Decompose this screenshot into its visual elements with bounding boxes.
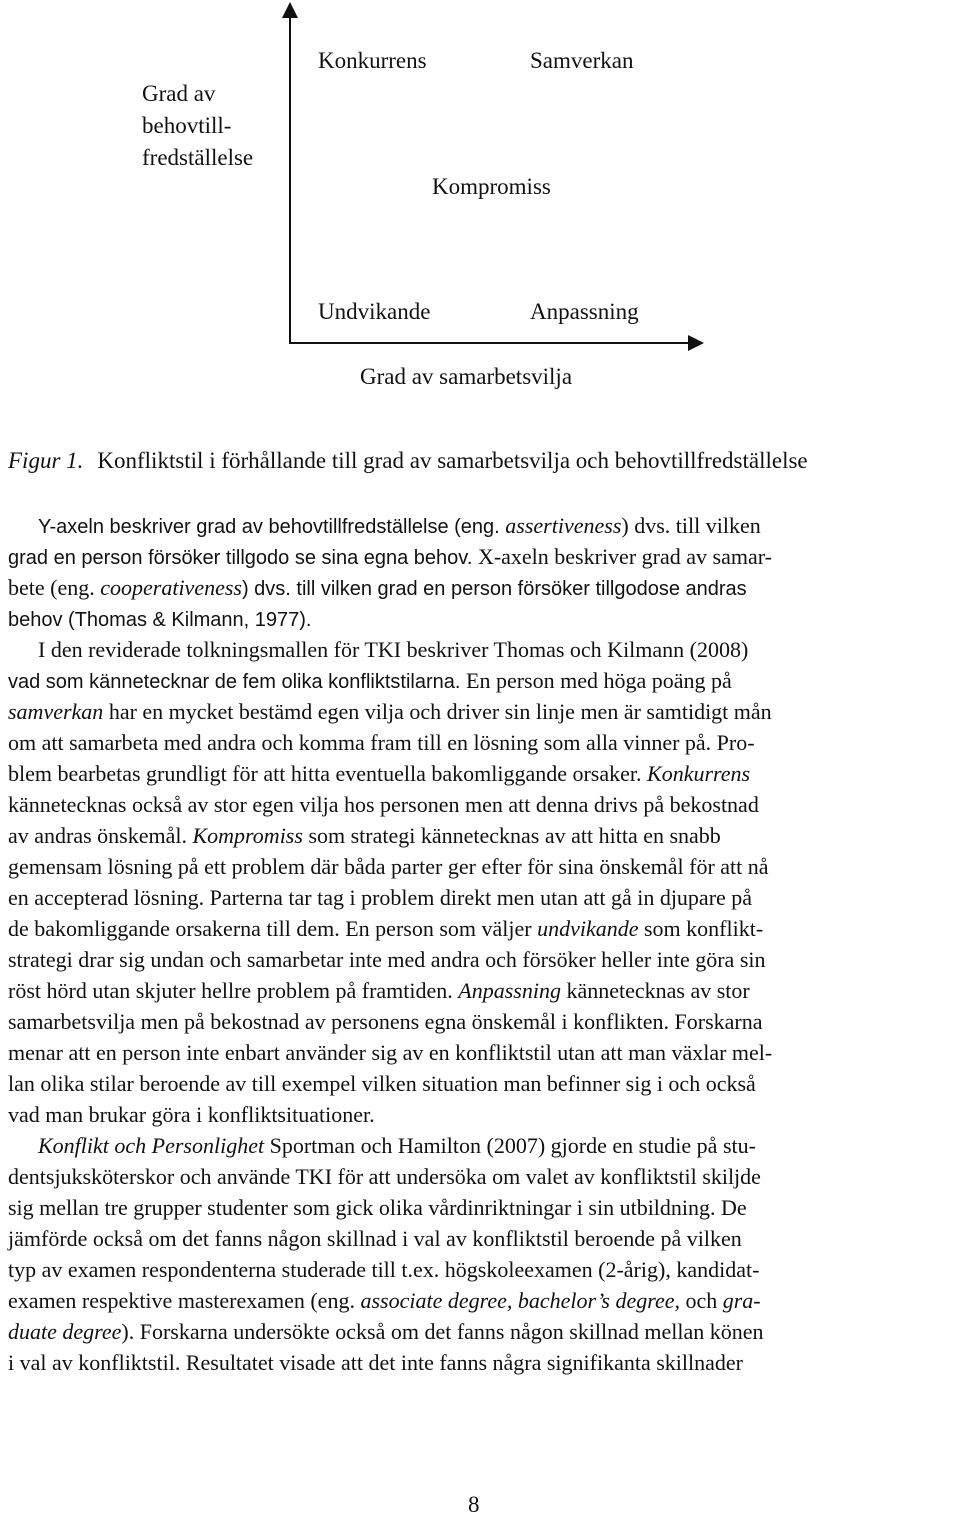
text-line: Y-axeln beskriver grad av behovtillfredställelse (eng. assertiveness) dvs. till vilken xyxy=(38,513,761,538)
text-line: typ av examen respondenterna studerade till t.ex. högskoleexamen (2-årig), kandidat- xyxy=(8,1257,760,1282)
text-line: menar att en person inte enbart använder sig av en konfliktstil utan att man växlar mel- xyxy=(8,1040,773,1065)
text-line: vad som kännetecknar de fem olika konfliktstilarna. En person med höga poäng på xyxy=(8,668,732,693)
text-line: behov (Thomas & Kilmann, 1977). xyxy=(8,609,312,631)
y-axis-label xyxy=(142,78,253,174)
text-line: bete (eng. cooperativeness) dvs. till vilken grad en person försöker tillgodose andras xyxy=(8,575,747,600)
text-line: grad en person försöker tillgodo se sina egna behov. X-axeln beskriver grad av samar- xyxy=(8,544,772,569)
text-line: dentsjuksköterskor och använde TKI för att undersöka om valet av konfliktstil skiljde xyxy=(8,1164,761,1189)
text-line: examen respektive masterexamen (eng. associate degree, bachelor’s degree, och gra- xyxy=(8,1288,761,1313)
text-line: samverkan har en mycket bestämd egen vilja och driver sin linje men är samtidigt mån xyxy=(8,699,772,724)
y-axis-label-line: Grad av xyxy=(142,81,216,106)
y-axis-arrowhead xyxy=(282,2,298,18)
text-line: röst hörd utan skjuter hellre problem på framtiden. Anpassning kännetecknas av stor xyxy=(8,978,750,1003)
text-line: vad man brukar göra i konfliktsituationer. xyxy=(8,1102,375,1127)
figure-label: Figur 1. xyxy=(8,448,84,473)
text-line: om att samarbeta med andra och komma fram till en lösning som alla vinner på. Pro- xyxy=(8,730,755,755)
text-line: i val av konfliktstil. Resultatet visade att det inte fanns några signifikanta skillnader xyxy=(8,1350,743,1375)
x-axis-label: Grad av samarbetsvilja xyxy=(360,364,573,389)
text-line: kännetecknas också av stor egen vilja hos personen men att denna drivs på bekostnad xyxy=(8,792,759,817)
page-number: 8 xyxy=(468,1492,480,1517)
text-line: sig mellan tre grupper studenter som gick olika vårdinriktningar i sin utbildning. De xyxy=(8,1195,747,1220)
text-line: duate degree). Forskarna undersökte också om det fanns någon skillnad mellan könen xyxy=(8,1319,764,1344)
text-line: samarbetsvilja men på bekostnad av personens egna önskemål i konflikten. Forskarna xyxy=(8,1009,763,1034)
text-line: strategi drar sig undan och samarbetar inte med andra och försöker heller inte göra sin xyxy=(8,947,766,972)
quadrant-samverkan: Samverkan xyxy=(530,48,634,73)
body-text xyxy=(8,510,958,1378)
y-axis-label-line: behovtill- xyxy=(142,113,232,138)
quadrant-undvikande: Undvikande xyxy=(318,299,431,324)
x-axis-arrowhead xyxy=(688,335,704,351)
quadrant-konkurrens: Konkurrens xyxy=(318,48,427,73)
y-axis-label-line: fredställelse xyxy=(142,145,254,170)
text-line: jämförde också om det fanns någon skillnad i val av konfliktstil beroende på vilken xyxy=(8,1226,742,1251)
text-line: I den reviderade tolkningsmallen för TKI beskriver Thomas och Kilmann (2008) xyxy=(38,637,749,662)
figure-caption xyxy=(8,448,808,474)
text-line: lan olika stilar beroende av till exempel vilken situation man befinner sig i och också xyxy=(8,1071,756,1096)
text-line: Konflikt och Personlighet Sportman och Hamilton (2007) gjorde en studie på stu- xyxy=(38,1133,756,1158)
text-line: av andras önskemål. Kompromiss som strategi kännetecknas av att hitta en snabb xyxy=(8,823,721,848)
text-line: gemensam lösning på ett problem där båda parter ger efter för sina önskemål för att nå xyxy=(8,854,769,879)
figure-caption-text: Konfliktstil i förhållande till grad av samarbetsvilja och behovtillfredställelse xyxy=(97,448,808,473)
quadrant-kompromiss: Kompromiss xyxy=(432,174,551,199)
text-line: de bakomliggande orsakerna till dem. En person som väljer undvikande som konflikt- xyxy=(8,916,764,941)
text-line: en accepterad lösning. Parterna tar tag i problem direkt men utan att gå in djupare på xyxy=(8,885,753,910)
text-line: blem bearbetas grundligt för att hitta eventuella bakomliggande orsaker. Konkurrens xyxy=(8,761,751,786)
quadrant-anpassning: Anpassning xyxy=(530,299,639,324)
